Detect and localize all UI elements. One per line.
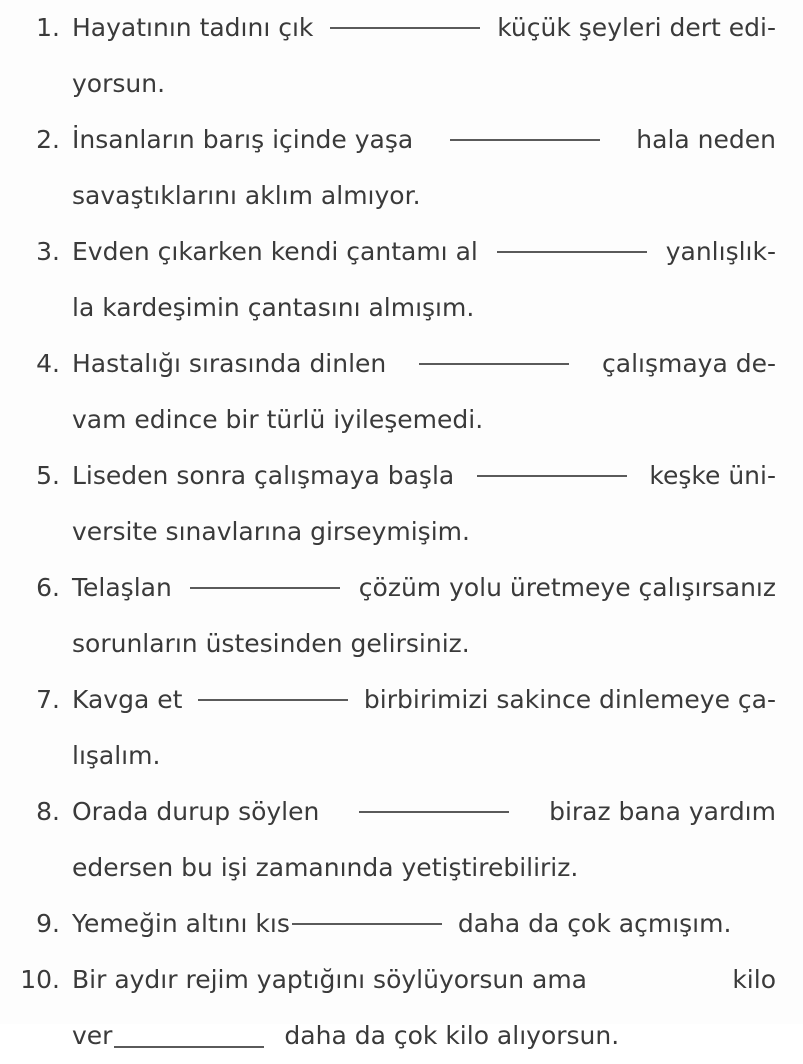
item-text-before: Hayatının tadını çık (72, 13, 314, 42)
item-text-continued: versite sınavlarına girseymişim. (72, 517, 470, 546)
item-line (0, 448, 803, 504)
exercise-item-4 (0, 336, 803, 448)
fill-blank[interactable] (330, 27, 480, 29)
item-number: 1. (36, 13, 60, 42)
item-text-after: daha da çok açmışım. (457, 909, 732, 938)
item-line (0, 672, 803, 728)
item-text-continued: la kardeşimin çantasını almışım. (72, 293, 475, 322)
item-text-continued: lışalım. (72, 741, 161, 770)
item-text-after: yanlışlık- (665, 237, 776, 266)
item-number: 5. (36, 461, 60, 490)
item-text-after: küçük şeyleri dert edi- (497, 13, 776, 42)
item-text-after: hala neden (636, 125, 776, 154)
item-line (0, 0, 803, 56)
item-number: 4. (36, 349, 60, 378)
item-text-after: keşke üni- (649, 461, 776, 490)
item-number: 10. (20, 965, 60, 994)
exercise-item-9 (0, 896, 803, 952)
item-line (0, 952, 803, 1008)
exercise-item-8 (0, 784, 803, 896)
item-text-after: birbirimizi sakince dinlemeye ça- (363, 685, 776, 714)
fill-blank[interactable] (190, 587, 340, 589)
exercise-item-7 (0, 672, 803, 784)
item-text-continued: sorunların üstesinden gelirsiniz. (72, 629, 470, 658)
item-text-before: Bir aydır rejim yaptığını söylüyorsun ama (72, 965, 587, 994)
item-line (0, 336, 803, 392)
exercise-item-10 (0, 952, 803, 1064)
item-text-before: Liseden sonra çalışmaya başla (72, 461, 455, 490)
item-text-continued: yorsun. (72, 69, 166, 98)
item-line (0, 784, 803, 840)
fill-blank[interactable] (292, 923, 442, 925)
item-line-continued (0, 1008, 803, 1064)
fill-blank[interactable] (450, 139, 600, 141)
item-number: 6. (36, 573, 60, 602)
item-text-after: biraz bana yardım (549, 797, 776, 826)
item-number: 8. (36, 797, 60, 826)
item-line (0, 112, 803, 168)
item-text-after: çalışmaya de- (602, 349, 776, 378)
item-text-before: Telaşlan (72, 573, 172, 602)
fill-blank[interactable] (359, 811, 509, 813)
exercise-item-2 (0, 112, 803, 224)
fill-blank[interactable] (114, 1046, 264, 1048)
item-text-before-blank: ver (72, 1021, 113, 1050)
item-number: 9. (36, 909, 60, 938)
fill-blank[interactable] (419, 363, 569, 365)
fill-blank[interactable] (198, 699, 348, 701)
fill-blank[interactable] (477, 475, 627, 477)
item-text-before: Evden çıkarken kendi çantamı al (72, 237, 478, 266)
item-text-continued: vam edince bir türlü iyileşemedi. (72, 405, 484, 434)
fill-blank[interactable] (497, 251, 647, 253)
item-number: 2. (36, 125, 60, 154)
item-line (0, 560, 803, 616)
exercise-item-1 (0, 0, 803, 112)
exercise-item-6 (0, 560, 803, 672)
item-line (0, 224, 803, 280)
item-text-after: kilo (732, 965, 776, 994)
item-text-before: Kavga et (72, 685, 183, 714)
item-text-continued: savaştıklarını aklım almıyor. (72, 181, 421, 210)
exercise-item-5 (0, 448, 803, 560)
item-text-after-blank: daha da çok kilo alıyorsun. (284, 1021, 620, 1050)
exercise-item-3 (0, 224, 803, 336)
item-line (0, 896, 803, 952)
item-text-continued: edersen bu işi zamanında yetiştirebiliriz. (72, 853, 579, 882)
item-text-before: Hastalığı sırasında dinlen (72, 349, 387, 378)
item-text-before: Orada durup söylen (72, 797, 320, 826)
item-number: 7. (36, 685, 60, 714)
item-text-after: çözüm yolu üretmeye çalışırsanız (358, 573, 776, 602)
item-text-before: Yemeğin altını kıs (72, 909, 290, 938)
item-text-before: İnsanların barış içinde yaşa (72, 125, 414, 154)
item-number: 3. (36, 237, 60, 266)
